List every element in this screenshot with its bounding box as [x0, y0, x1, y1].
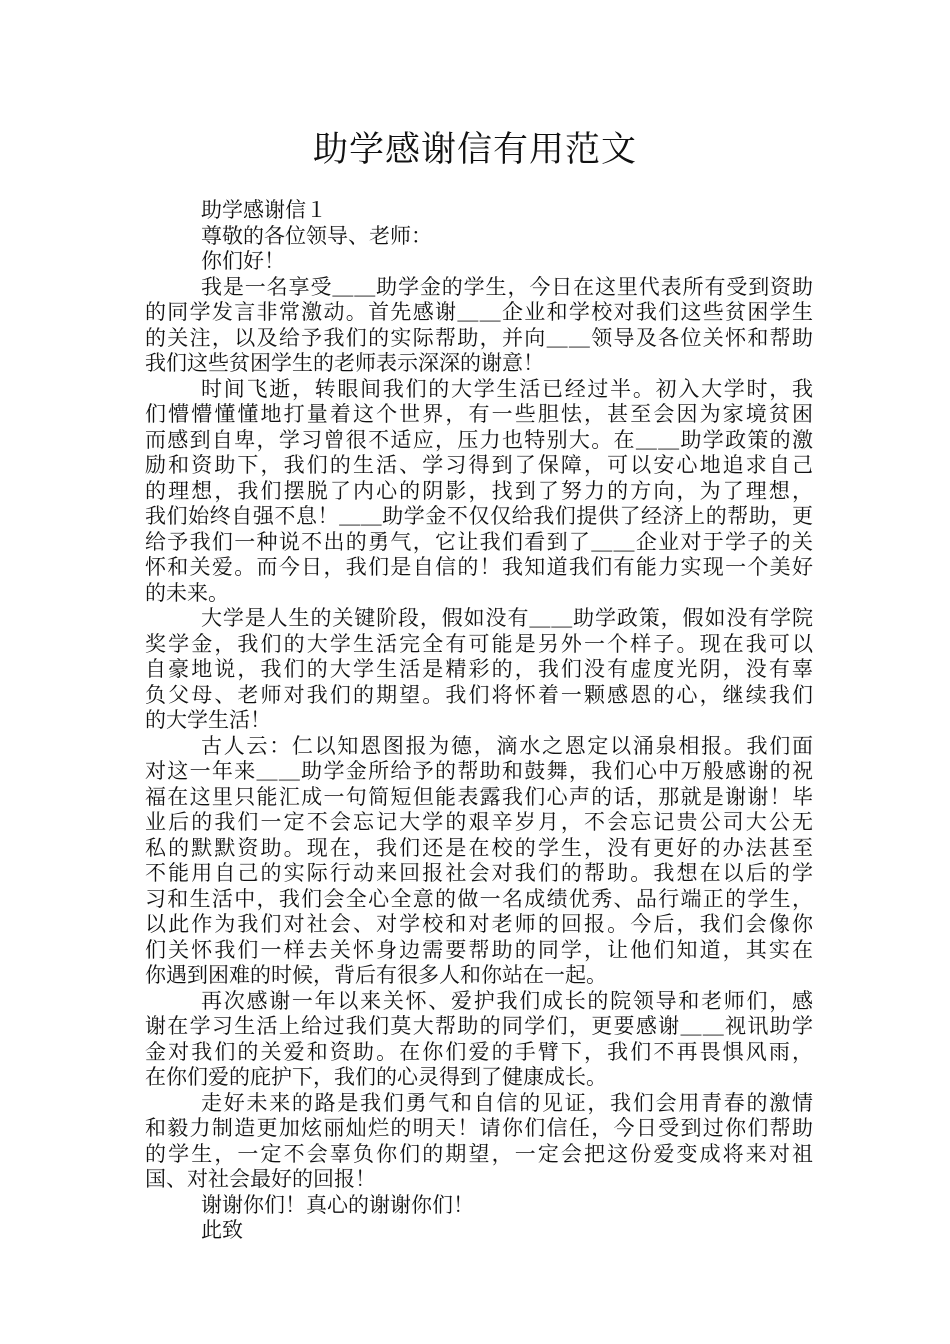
- text-line: 以此作为我们对社会、对学校和对老师的回报。今后，我们会像你: [145, 912, 813, 936]
- text-line: 对这一年来＿＿助学金所给予的帮助和鼓舞，我们心中万般感谢的祝: [145, 759, 813, 783]
- document-title: 助学感谢信有用范文: [312, 130, 637, 170]
- text-line: 业后的我们一定不会忘记大学的艰辛岁月，不会忘记贵公司大公无: [145, 810, 813, 834]
- text-line: 尊敬的各位领导、老师：: [201, 223, 432, 248]
- text-line: 励和资助下，我们的生活、学习得到了保障，可以安心地追求自己: [145, 453, 813, 477]
- text-line: 我们始终自强不息！＿＿助学金不仅仅给我们提供了经济上的帮助，更: [145, 504, 813, 528]
- text-line: 的同学发言非常激动。首先感谢＿＿企业和学校对我们这些贫困学生: [145, 300, 813, 324]
- text-line: 时间飞逝，转眼间我们的大学生活已经过半。初入大学时，我: [201, 376, 813, 401]
- text-line: 我是一名享受＿＿助学金的学生，今日在这里代表所有受到资助: [201, 274, 813, 299]
- text-line: 国、对社会最好的回报！: [145, 1167, 376, 1191]
- text-line: 和毅力制造更加炫丽灿烂的明天！请你们信任，今日受到过你们帮助: [145, 1116, 813, 1140]
- text-line: 的关注，以及给予我们的实际帮助，并向＿＿领导及各位关怀和帮助: [145, 325, 813, 350]
- text-line: 助学感谢信１: [201, 198, 327, 222]
- text-line: 的大学生活！: [145, 708, 271, 732]
- text-line: 此致: [201, 1218, 243, 1242]
- text-line: 负父母、老师对我们的期望。我们将怀着一颗感恩的心，继续我们: [145, 682, 813, 707]
- text-line: 我们这些贫困学生的老师表示深深的谢意！: [145, 351, 544, 375]
- text-line: 而感到自卑，学习曾很不适应，压力也特别大。在＿＿助学政策的激: [145, 427, 813, 452]
- text-line: 在你们爱的庇护下，我们的心灵得到了健康成长。: [145, 1065, 607, 1089]
- text-line: 私的默默资助。现在，我们还是在校的学生，没有更好的办法甚至: [145, 835, 813, 860]
- text-line: 们关怀我们一样去关怀身边需要帮助的同学，让他们知道，其实在: [145, 937, 813, 962]
- text-line: 不能用自己的实际行动来回报社会对我们的帮助。我想在以后的学: [145, 861, 813, 885]
- text-line: 的未来。: [145, 580, 229, 605]
- text-line: 们懵懵懂懂地打量着这个世界，有一些胆怯，甚至会因为家境贫困: [145, 402, 813, 426]
- document-body: [145, 198, 813, 1244]
- text-line: 你遇到困难的时候，背后有很多人和你站在一起。: [145, 963, 607, 987]
- text-line: 奖学金，我们的大学生活完全有可能是另外一个样子。现在我可以: [145, 631, 813, 656]
- text-line: 走好未来的路是我们勇气和自信的见证，我们会用青春的激情: [201, 1090, 813, 1115]
- text-line: 金对我们的关爱和资助。在你们爱的手臂下，我们不再畏惧风雨，: [145, 1039, 813, 1064]
- text-line: 的理想，我们摆脱了内心的阴影，找到了努力的方向，为了理想，: [145, 478, 813, 503]
- text-line: 你们好！: [201, 249, 285, 273]
- text-line: 怀和关爱。而今日，我们是自信的！我知道我们有能力实现一个美好: [145, 555, 813, 579]
- text-line: 谢在学习生活上给过我们莫大帮助的同学们，更要感谢＿＿视讯助学: [145, 1014, 813, 1038]
- text-line: 谢谢你们！真心的谢谢你们！: [201, 1192, 474, 1217]
- text-line: 再次感谢一年以来关怀、爱护我们成长的院领导和老师们，感: [201, 988, 813, 1013]
- text-line: 的学生，一定不会辜负你们的期望，一定会把这份爱变成将来对祖: [145, 1141, 813, 1166]
- text-line: 古人云：仁以知恩图报为德，滴水之恩定以涌泉相报。我们面: [201, 733, 813, 758]
- text-line: 习和生活中，我们会全心全意的做一名成绩优秀、品行端正的学生，: [145, 886, 813, 911]
- text-line: 给予我们一种说不出的勇气，它让我们看到了＿＿企业对于学子的关: [145, 529, 813, 554]
- text-line: 自豪地说，我们的大学生活是精彩的，我们没有虚度光阴，没有辜: [145, 657, 813, 681]
- text-line: 大学是人生的关键阶段，假如没有＿＿助学政策，假如没有学院: [201, 606, 813, 630]
- text-line: 福在这里只能汇成一句简短但能表露我们心声的话，那就是谢谢！毕: [145, 784, 813, 809]
